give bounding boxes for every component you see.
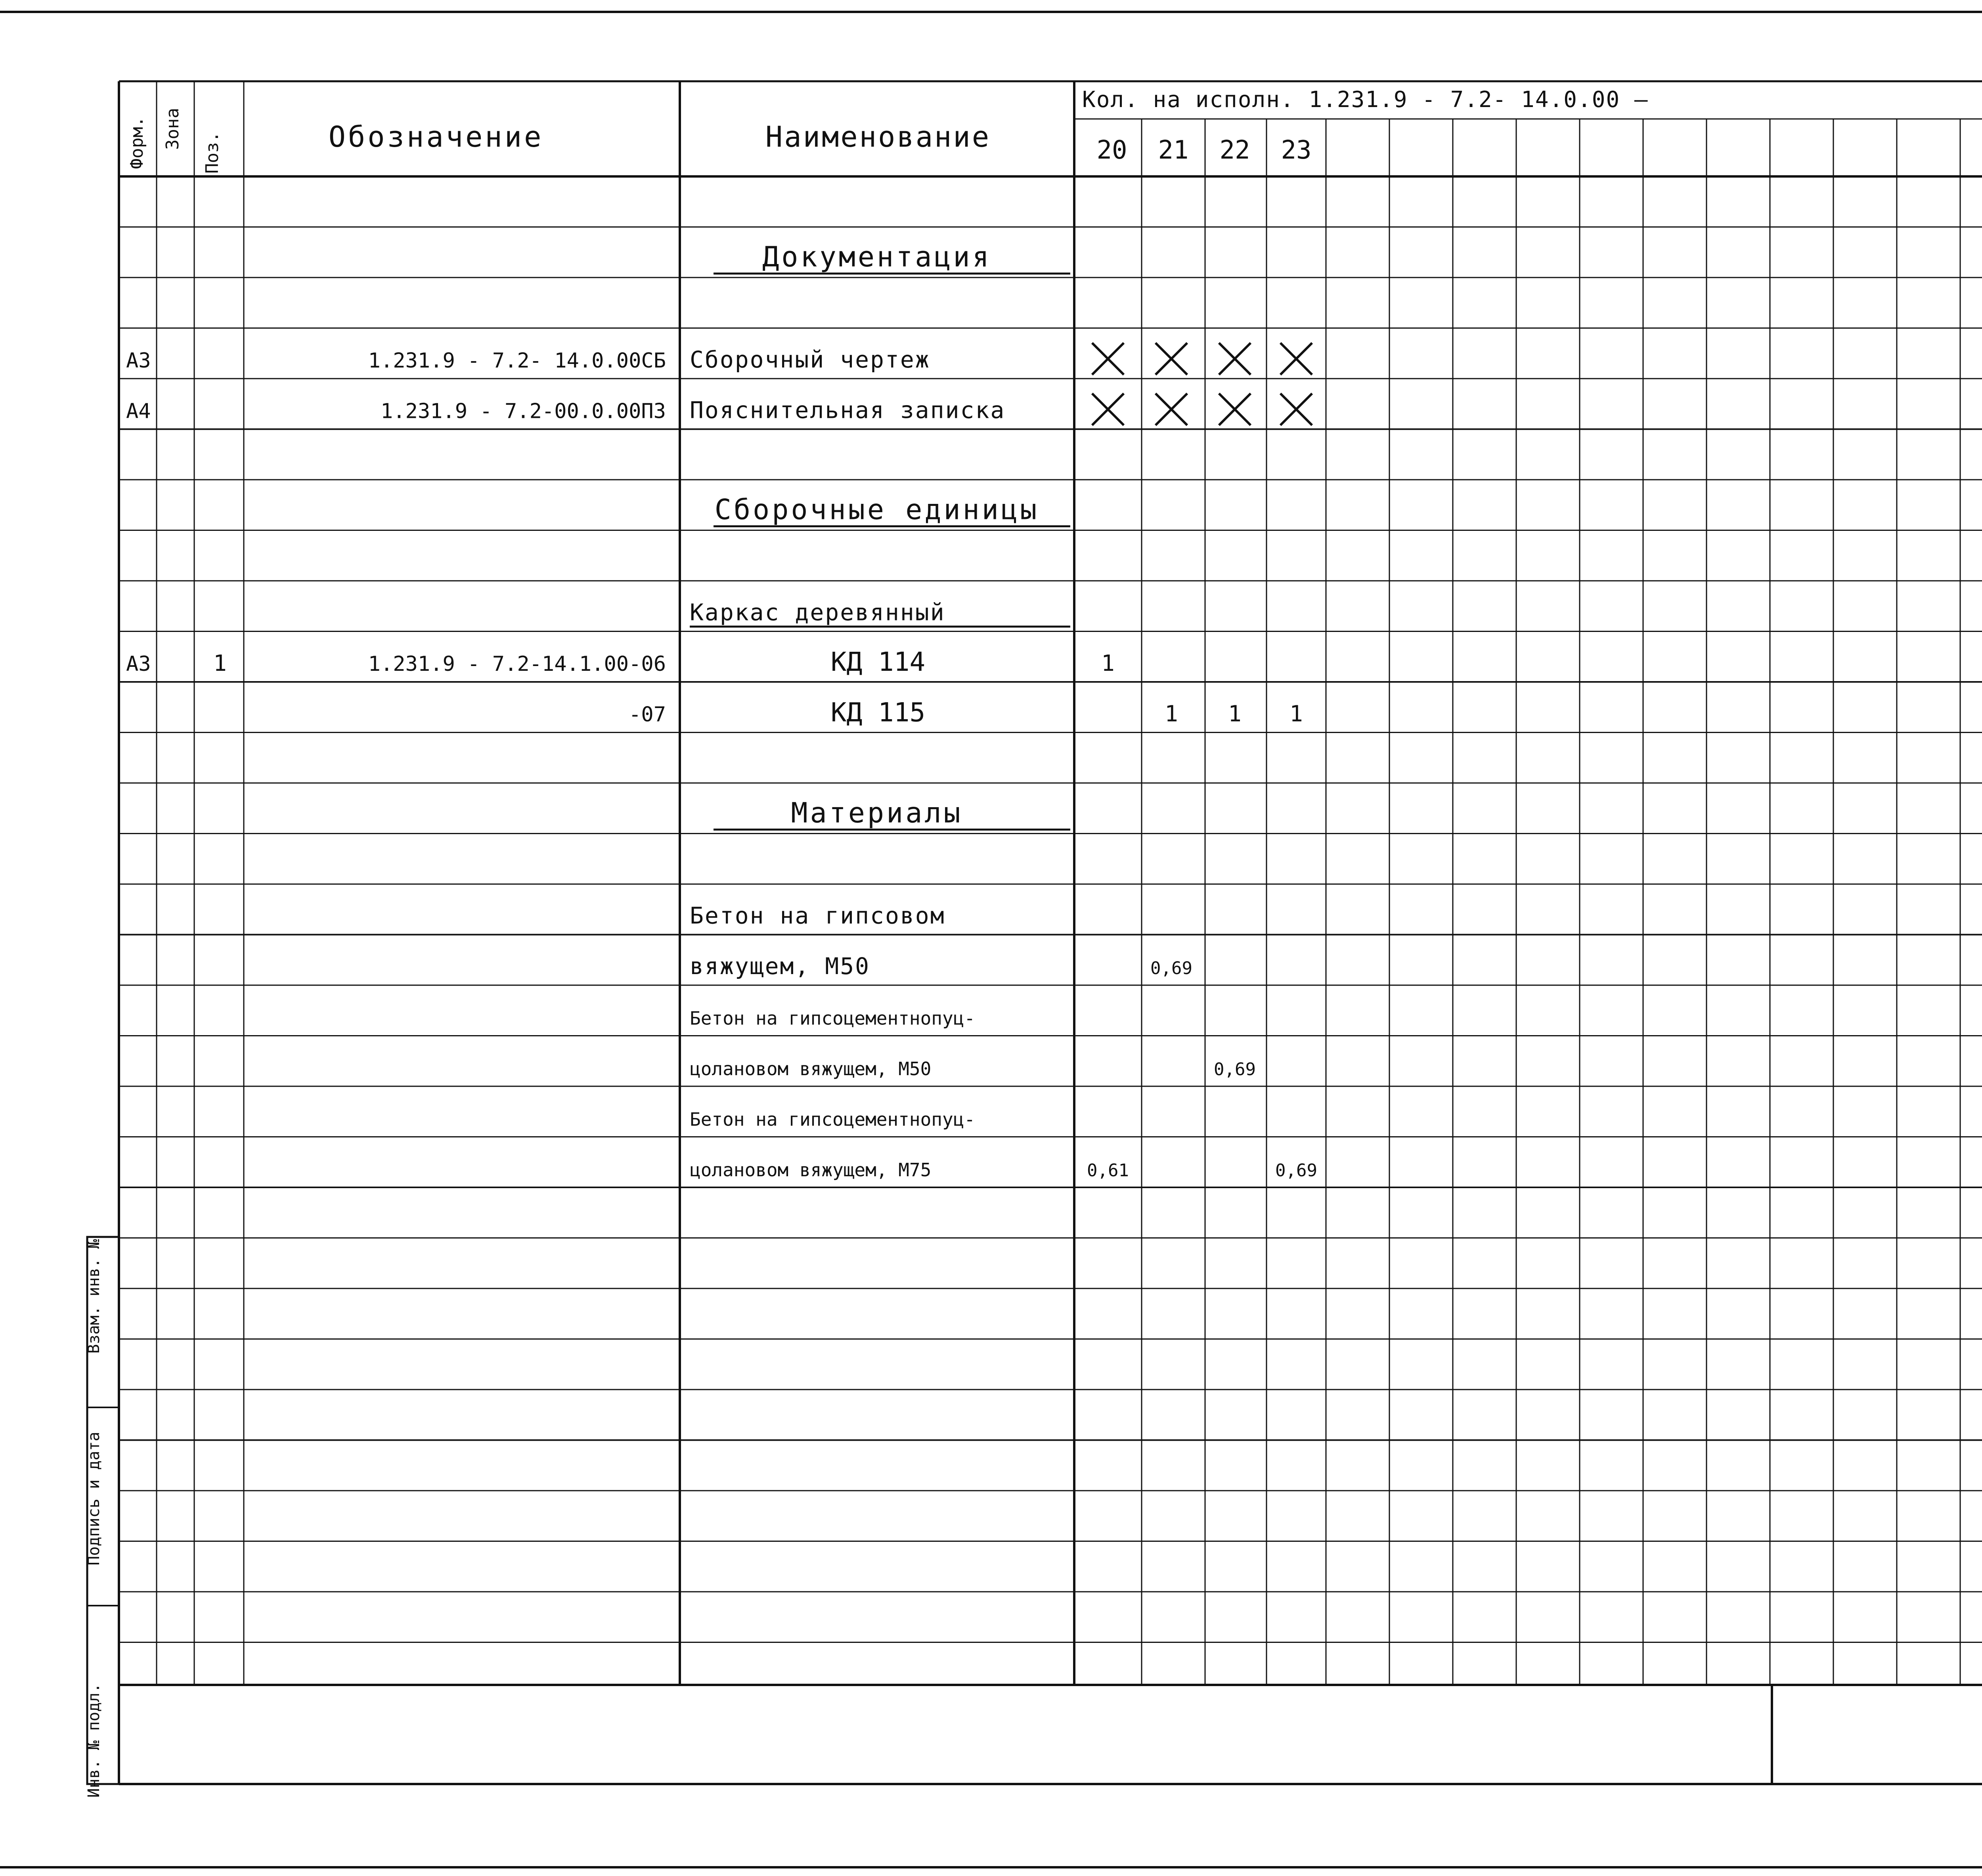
row-quantity: 1 [1289, 701, 1303, 727]
section-title: Документация [762, 240, 991, 273]
row-name: цолановом вяжущем, М75 [690, 1159, 932, 1181]
cross-mark [1092, 393, 1124, 425]
stamp-signature-date: Подпись и дата [85, 1432, 103, 1566]
stamp-inv-podl: Инв. № подл. [85, 1683, 103, 1798]
specification-rows [126, 241, 1982, 1181]
section-title: Сборочные единицы [714, 493, 1039, 526]
row-name: цолановом вяжущем, М50 [690, 1058, 932, 1080]
row-designation: 1.231.9 - 7.2-14.1.00-06 [368, 652, 666, 676]
variant-20: 20 [1096, 136, 1127, 165]
row-quantity: 0,61 [1087, 1160, 1129, 1181]
row-name: Сборочный чертеж [690, 346, 930, 373]
variant-22: 22 [1219, 136, 1250, 165]
header-format: Форм. [127, 116, 147, 169]
row-quantity: 0,69 [1214, 1059, 1256, 1080]
row-quantity: 1 [1101, 650, 1115, 676]
row-name: Бетон на гипсоцементнопуц- [690, 1108, 976, 1130]
row-name: Бетон на гипсоцементнопуц- [690, 1007, 976, 1029]
row-quantity: 0,69 [1150, 958, 1192, 978]
header-qty-caption: Кол. на исполн. 1.231.9 - 7.2- 14.0.00 — [1082, 87, 1649, 113]
row-designation: -07 [629, 703, 666, 727]
row-name: Пояснительная записка [690, 396, 1006, 424]
cross-mark [1092, 343, 1124, 375]
row-format: А4 [126, 399, 151, 423]
header-zone: Зона [163, 108, 183, 150]
header-designation: Обозначение [328, 120, 544, 153]
row-quantity: 1 [1228, 701, 1242, 727]
row-format: А3 [126, 348, 151, 373]
row-name: Каркас деревянный [690, 599, 945, 626]
variant-21: 21 [1158, 136, 1189, 165]
row-name: вяжущем, М50 [690, 952, 870, 980]
row-name: Бетон на гипсовом [690, 902, 945, 929]
row-quantity: 1 [1165, 701, 1178, 727]
cross-mark [1219, 393, 1251, 425]
cross-mark [1156, 393, 1187, 425]
row-quantity: 0,69 [1275, 1160, 1317, 1181]
row-designation: 1.231.9 - 7.2- 14.0.00СБ [368, 348, 666, 373]
section-title: Материалы [791, 796, 963, 829]
row-format: А3 [126, 652, 151, 676]
row-name: КД 114 [830, 646, 926, 677]
header-position: Поз. [202, 132, 222, 174]
variant-23: 23 [1281, 136, 1312, 165]
cross-mark [1219, 343, 1251, 375]
cross-mark [1280, 393, 1312, 425]
header-name: Наименование [765, 120, 991, 153]
cross-mark [1280, 343, 1312, 375]
row-position: 1 [213, 650, 227, 676]
row-name: КД 115 [830, 697, 926, 728]
stamp-vzam-inv: Взам. инв. № [85, 1239, 103, 1354]
cross-mark [1156, 343, 1187, 375]
row-designation: 1.231.9 - 7.2-00.0.00ПЗ [380, 399, 666, 423]
